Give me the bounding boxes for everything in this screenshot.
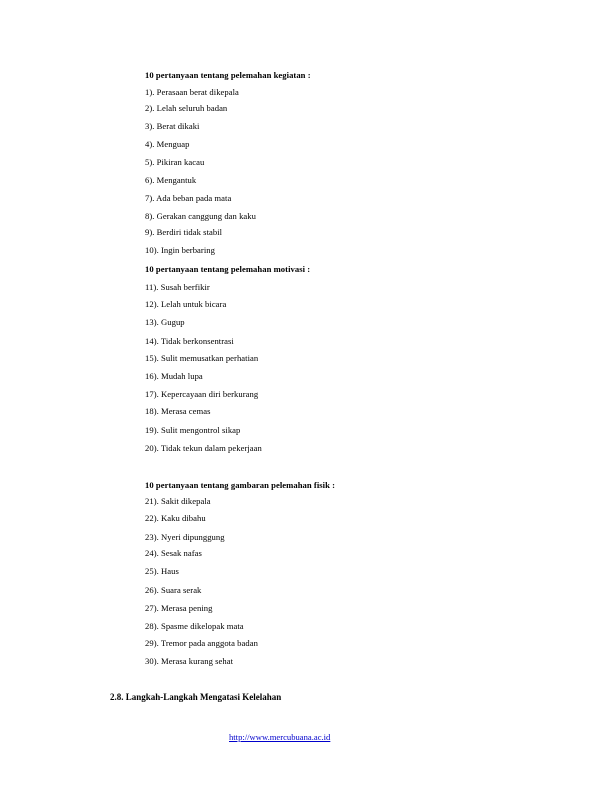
list-item: 15). Sulit memusatkan perhatian [145, 353, 259, 363]
list-item: 13). Gugup [145, 317, 185, 327]
list-item: 25). Haus [145, 566, 179, 576]
list-item: 14). Tidak berkonsentrasi [145, 336, 234, 346]
footer-link[interactable]: http://www.mercubuana.ac.id [229, 732, 331, 742]
list-item: 20). Tidak tekun dalam pekerjaan [145, 443, 262, 453]
group-heading-motivasi: 10 pertanyaan tentang pelemahan motivasi : [145, 264, 311, 274]
list-item: 10). Ingin berbaring [145, 245, 215, 255]
list-item: 12). Lelah untuk bicara [145, 299, 227, 309]
list-item: 2). Lelah seluruh badan [145, 103, 228, 113]
group-heading-kegiatan: 10 pertanyaan tentang pelemahan kegiatan : [145, 70, 311, 80]
list-item: 21). Sakit dikepala [145, 496, 211, 506]
list-item: 4). Menguap [145, 139, 190, 149]
list-item: 18). Merasa cemas [145, 406, 211, 416]
list-item: 5). Pikiran kacau [145, 157, 205, 167]
list-item: 11). Susah berfikir [145, 282, 210, 292]
list-item: 22). Kaku dibahu [145, 513, 206, 523]
list-item: 16). Mudah lupa [145, 371, 203, 381]
list-item: 1). Perasaan berat dikepala [145, 87, 239, 97]
section-title: 2.8. Langkah-Langkah Mengatasi Kelelahan [110, 692, 282, 702]
list-item: 3). Berat dikaki [145, 121, 200, 131]
list-item: 9). Berdiri tidak stabil [145, 227, 223, 237]
list-item: 19). Sulit mengontrol sikap [145, 425, 241, 435]
list-item: 24). Sesak nafas [145, 548, 202, 558]
list-item: 26). Suara serak [145, 585, 202, 595]
list-item: 28). Spasme dikelopak mata [145, 621, 244, 631]
list-item: 29). Tremor pada anggota badan [145, 638, 258, 648]
list-item: 23). Nyeri dipunggung [145, 532, 225, 542]
group-heading-fisik: 10 pertanyaan tentang gambaran pelemahan fisik : [145, 480, 336, 490]
list-item: 7). Ada beban pada mata [145, 193, 232, 203]
list-item: 17). Kepercayaan diri berkurang [145, 389, 259, 399]
list-item: 6). Mengantuk [145, 175, 197, 185]
list-item: 8). Gerakan canggung dan kaku [145, 211, 256, 221]
list-item: 30). Merasa kurang sehat [145, 656, 234, 666]
list-item: 27). Merasa pening [145, 603, 213, 613]
